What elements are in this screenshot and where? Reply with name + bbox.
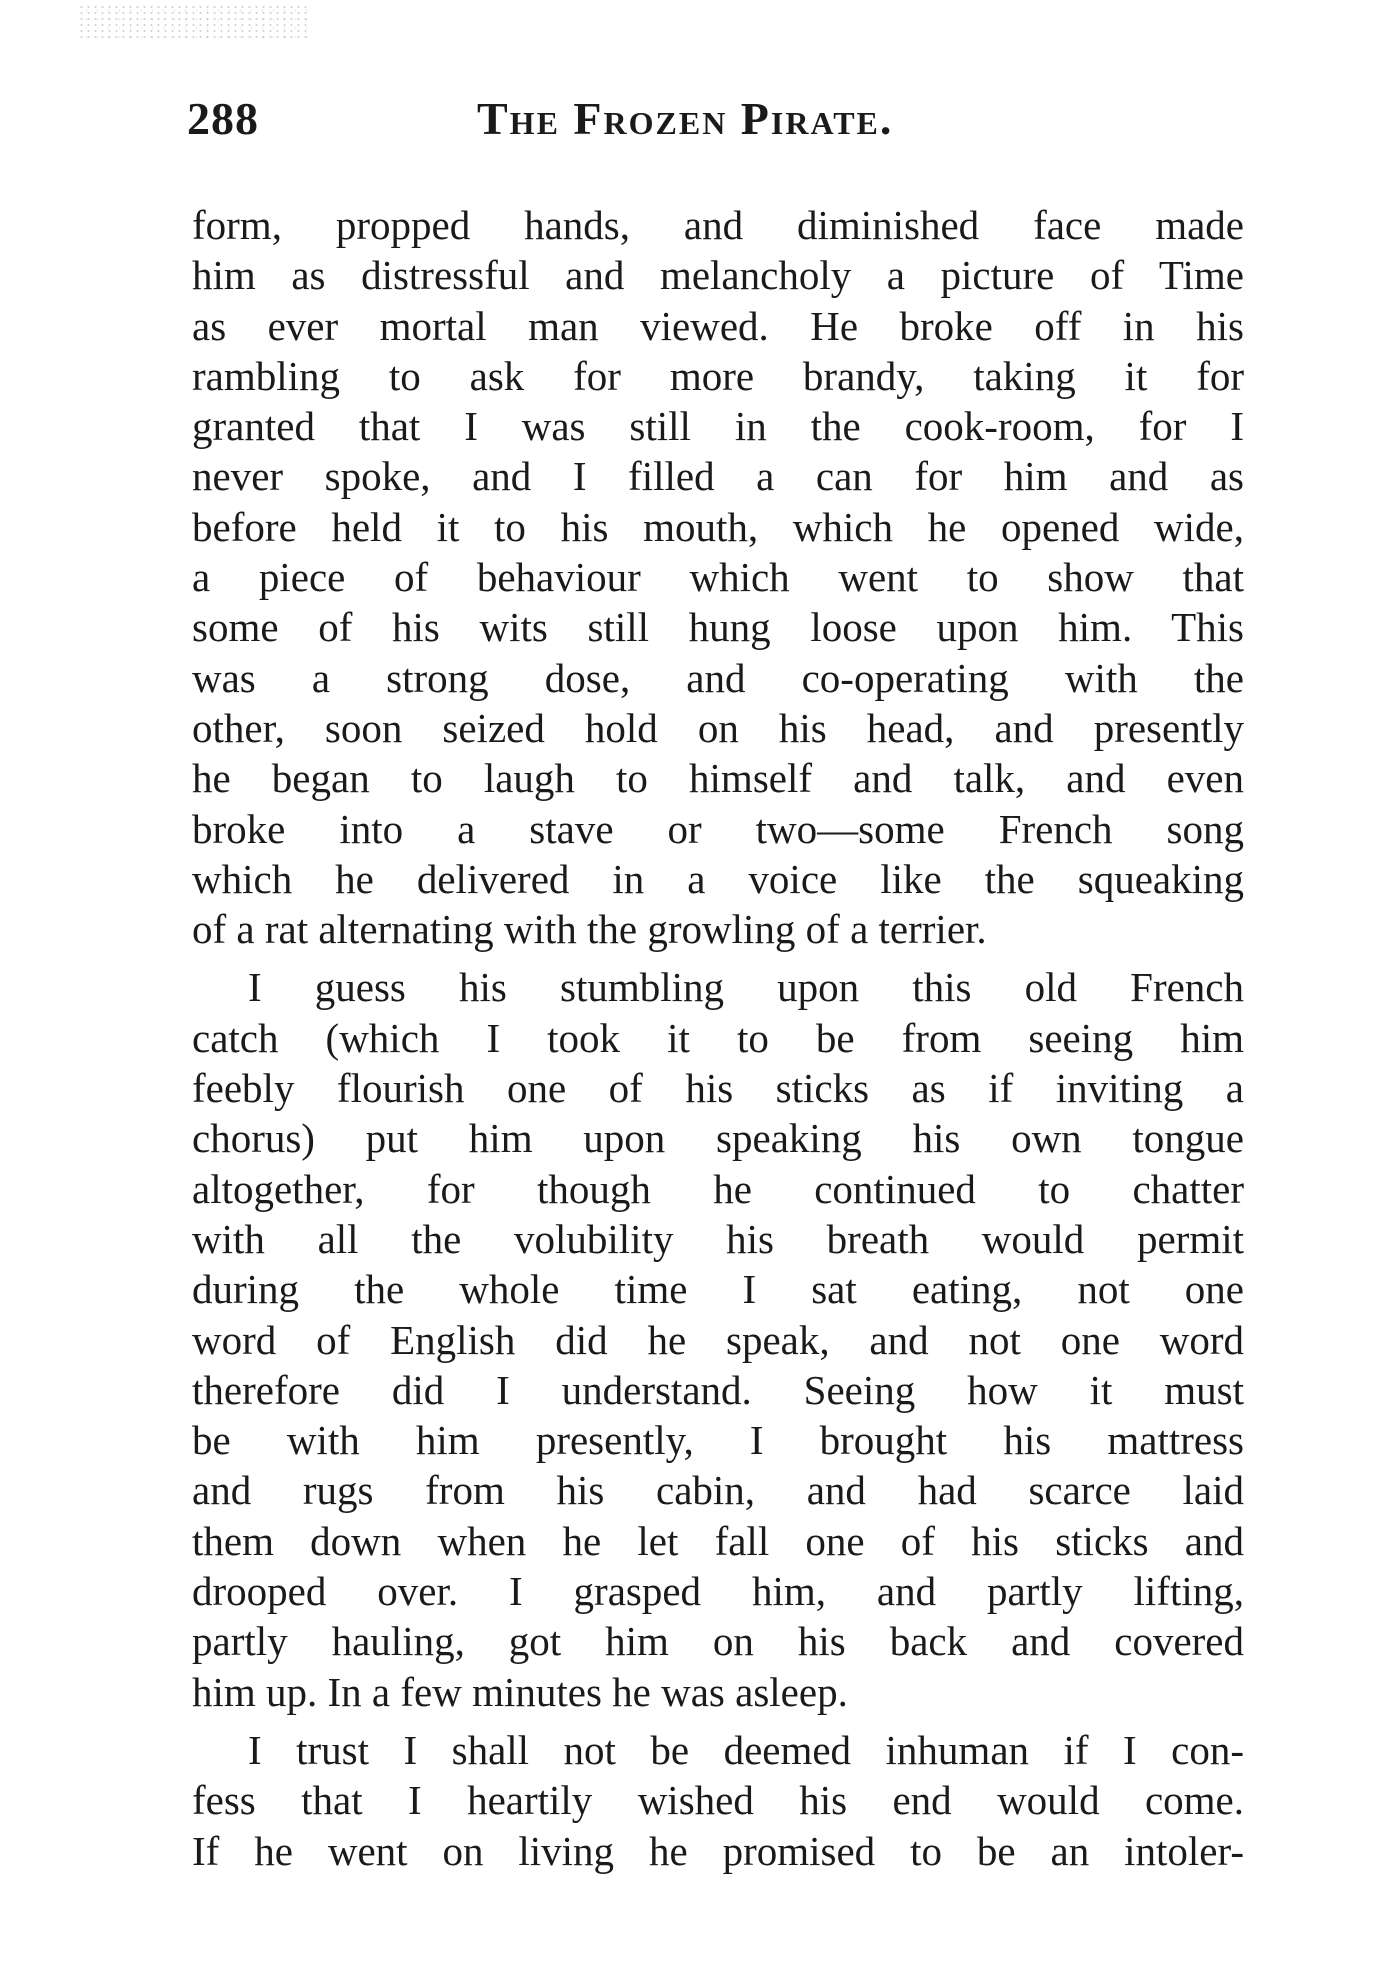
text-line: him as distressful and melancholy a picture of Time xyxy=(192,252,1244,299)
text-line: never spoke, and I filled a can for him and as xyxy=(192,453,1244,500)
text-line: word of English did he speak, and not one word xyxy=(192,1316,1244,1363)
paragraph xyxy=(192,200,1244,954)
text-line: them down when he let fall one of his sticks and xyxy=(192,1517,1244,1564)
text-line: he began to laugh to himself and talk, and even xyxy=(192,755,1244,802)
text-line: catch (which I took it to be from seeing him xyxy=(192,1014,1244,1061)
text-line: partly hauling, got him on his back and covered xyxy=(192,1618,1244,1665)
body-text xyxy=(192,200,1244,1876)
page-number: 288 xyxy=(187,93,259,144)
text-line: a piece of behaviour which went to show that xyxy=(192,554,1244,601)
text-line: feebly flourish one of his sticks as if inviting a xyxy=(192,1065,1244,1112)
text-line: which he delivered in a voice like the squeaking xyxy=(192,855,1244,902)
text-line: some of his wits still hung loose upon him. This xyxy=(192,604,1244,651)
text-line: during the whole time I sat eating, not one xyxy=(192,1266,1244,1313)
text-line: be with him presently, I brought his mattress xyxy=(192,1417,1244,1464)
text-line: as ever mortal man viewed. He broke off in his xyxy=(192,302,1244,349)
text-line: granted that I was still in the cook-room, for I xyxy=(192,403,1244,450)
text-line: broke into a stave or two—some French song xyxy=(192,805,1244,852)
running-title: The Frozen Pirate. xyxy=(477,93,894,144)
page-header xyxy=(187,92,1253,162)
text-line: drooped over. I grasped him, and partly lifting, xyxy=(192,1568,1244,1615)
scan-noise xyxy=(78,4,308,38)
text-line: of a rat alternating with the growling of a terrier. xyxy=(192,906,987,953)
paragraph xyxy=(192,962,1244,1716)
paragraph xyxy=(192,1725,1244,1876)
text-line: form, propped hands, and diminished face made xyxy=(192,202,1244,248)
text-line: him up. In a few minutes he was asleep. xyxy=(192,1668,848,1715)
text-line: altogether, for though he continued to chatter xyxy=(192,1165,1244,1212)
text-line: was a strong dose, and co-operating with the xyxy=(192,654,1244,701)
text-line: I trust I shall not be deemed inhuman if I con- xyxy=(248,1726,1244,1773)
text-line: rambling to ask for more brandy, taking it for xyxy=(192,352,1244,399)
text-line: therefore did I understand. Seeing how it must xyxy=(192,1366,1244,1413)
text-line: with all the volubility his breath would permit xyxy=(192,1215,1244,1262)
text-line: and rugs from his cabin, and had scarce laid xyxy=(192,1467,1244,1514)
paragraph-gap xyxy=(192,954,1244,962)
text-line: before held it to his mouth, which he opened wide, xyxy=(192,503,1244,550)
text-line: If he went on living he promised to be an intoler- xyxy=(192,1827,1244,1874)
text-line: other, soon seized hold on his head, and presently xyxy=(192,704,1244,751)
paragraph-gap xyxy=(192,1717,1244,1725)
text-line: chorus) put him upon speaking his own tongue xyxy=(192,1115,1244,1162)
text-line: fess that I heartily wished his end would come. xyxy=(192,1777,1244,1824)
text-line: I guess his stumbling upon this old French xyxy=(248,964,1244,1011)
